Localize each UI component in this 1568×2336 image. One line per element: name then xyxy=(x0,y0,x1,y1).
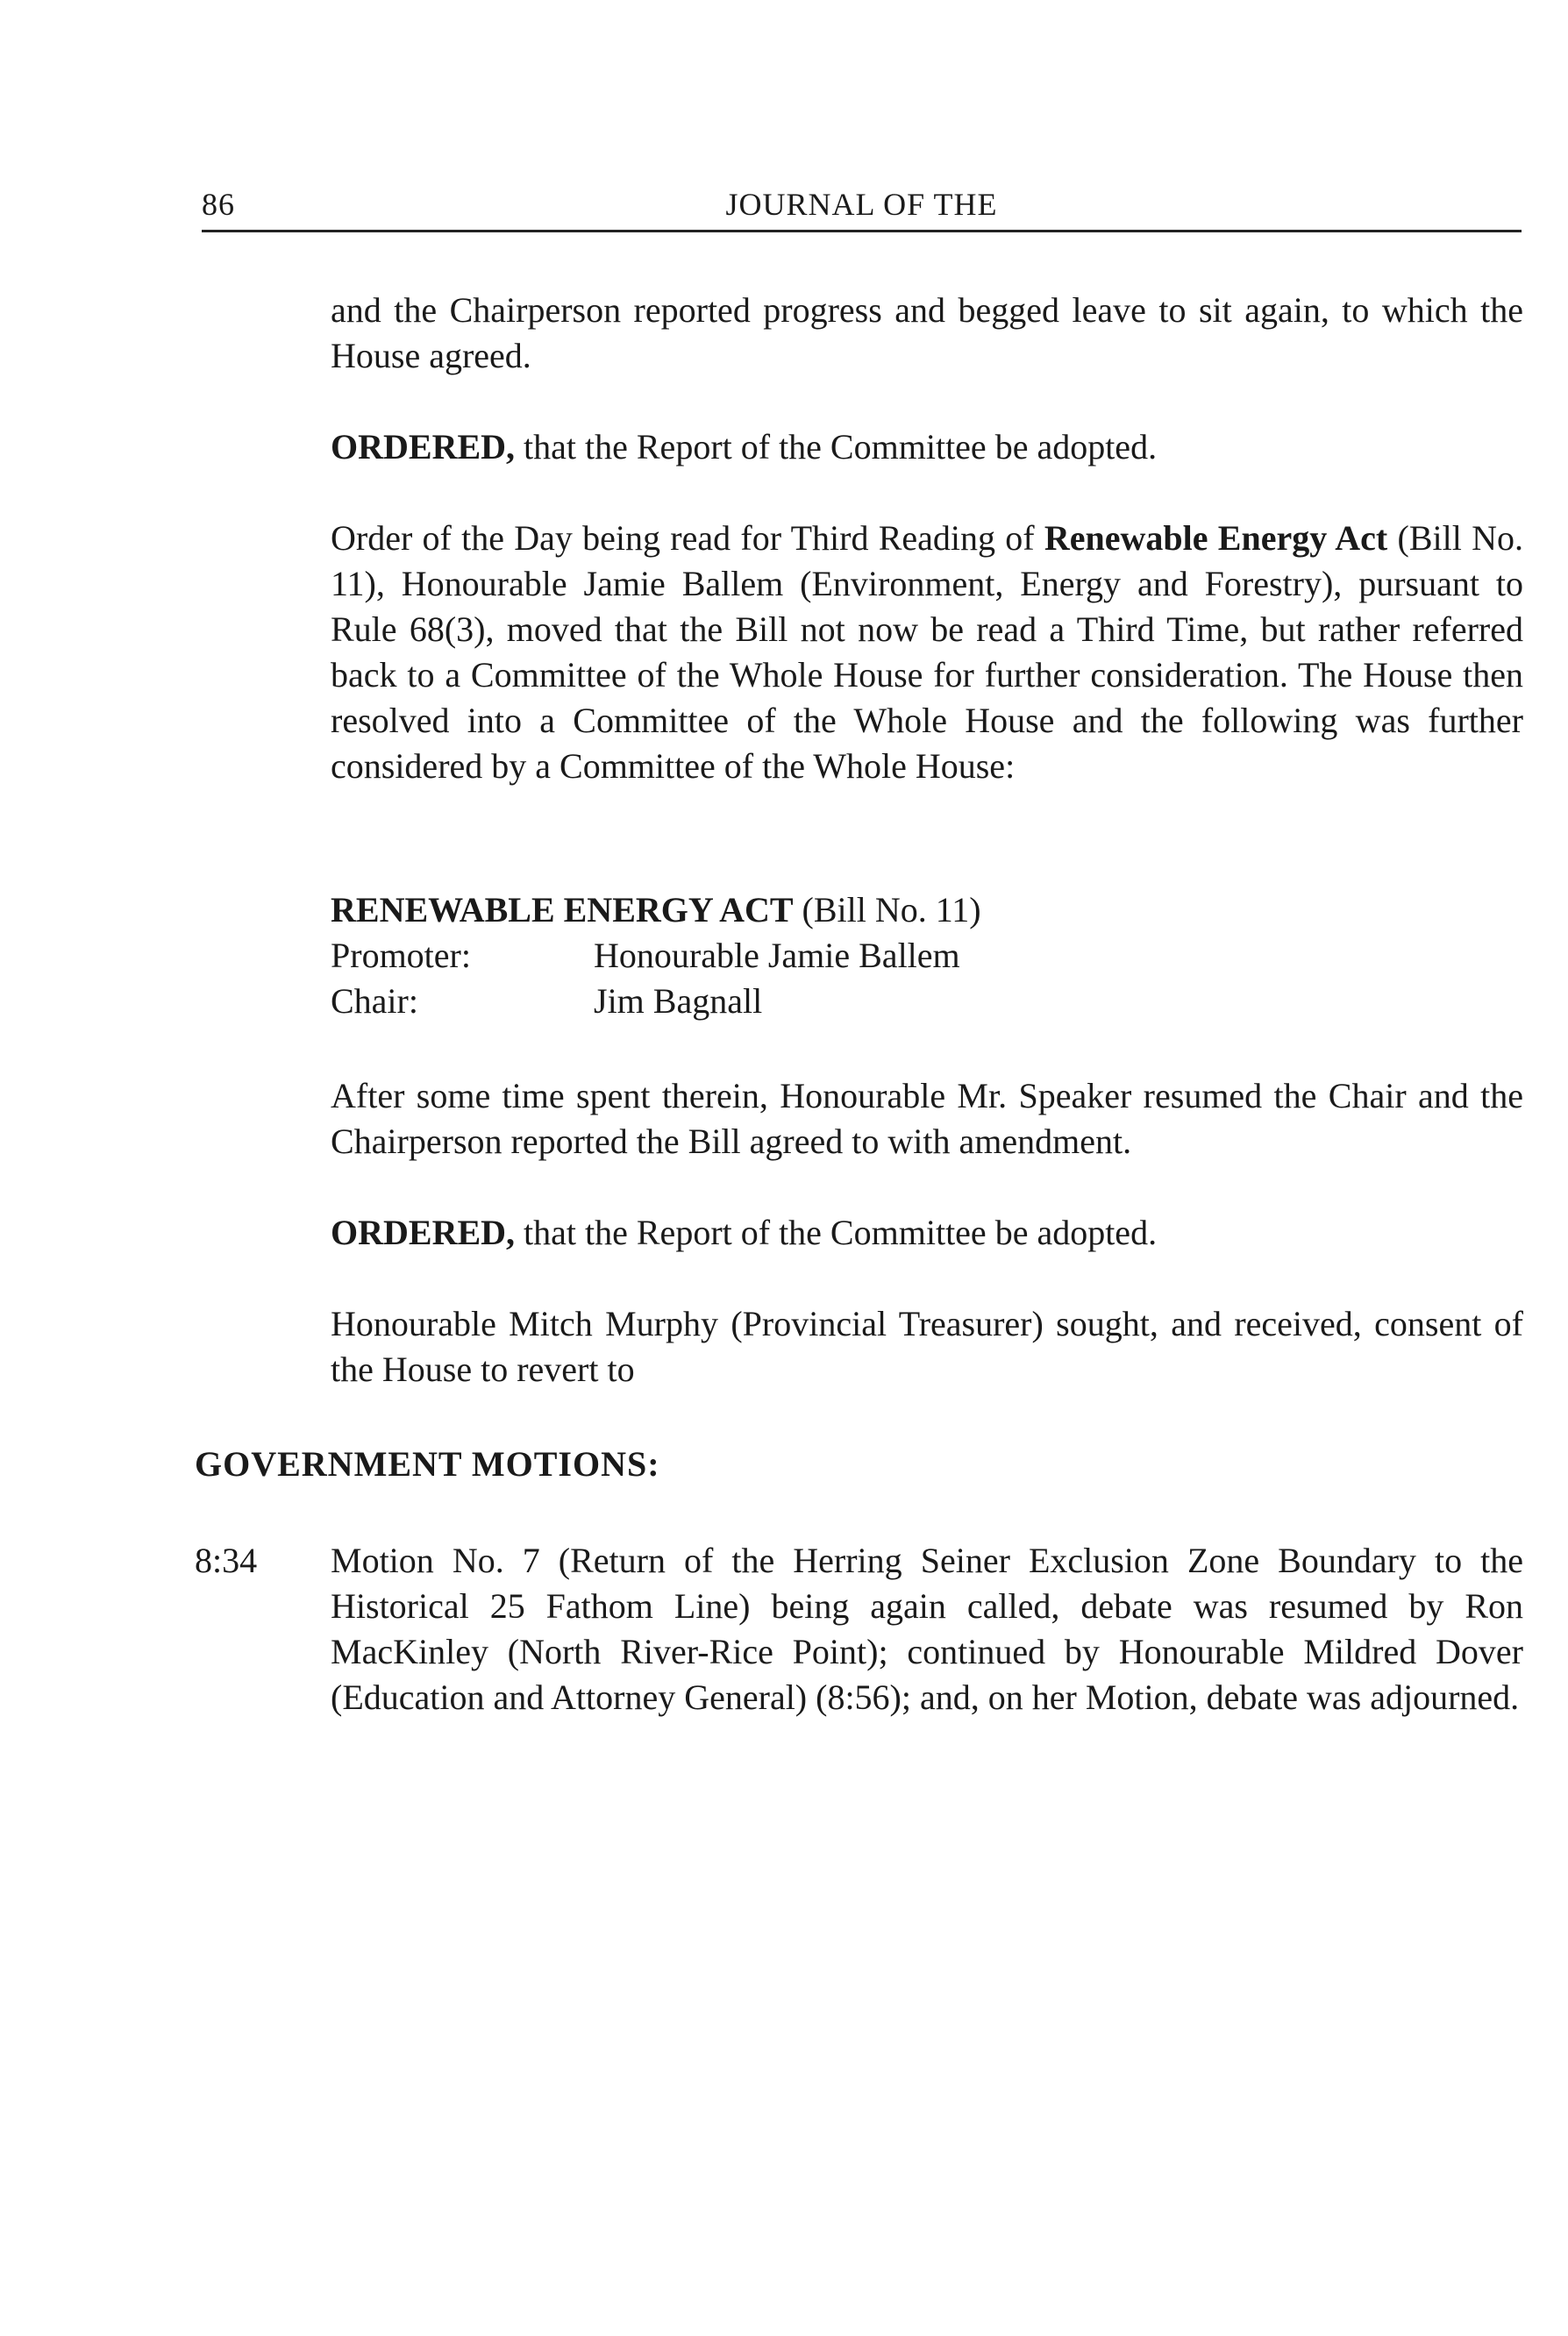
paragraph-ordered-2 xyxy=(331,1210,1523,1256)
ordered-label: ORDERED, xyxy=(331,427,516,466)
ordered-text-2: that the Report of the Committee be adopted. xyxy=(515,1213,1158,1252)
paragraph-revert-consent: Honourable Mitch Murphy (Provincial Treasurer) sought, and received, consent of the House to revert to xyxy=(331,1304,1523,1389)
third-reading-intro: Order of the Day being read for Third Reading of xyxy=(331,518,1044,558)
motion-time: 8:34 xyxy=(195,1541,258,1580)
chair-label: Chair: xyxy=(331,981,418,1021)
paragraph-committee-progress: and the Chairperson reported progress and begged leave to sit again, to which the House agreed. xyxy=(331,290,1523,375)
paragraph-third-reading xyxy=(331,516,1523,789)
paragraph-ordered-1 xyxy=(331,424,1523,470)
ordered-text: that the Report of the Committee be adopted. xyxy=(515,427,1158,466)
header-rule xyxy=(202,230,1522,232)
bill-promoter-row xyxy=(331,933,1523,979)
ordered-label-2: ORDERED, xyxy=(331,1213,516,1252)
paragraph-speaker-resumed: After some time spent therein, Honourable Mr. Speaker resumed the Chair and the Chairperson reported the Bill agreed to with amendment. xyxy=(331,1076,1523,1161)
page-number: 86 xyxy=(202,187,235,222)
bill-name-bold: Renewable Energy Act xyxy=(1044,518,1388,558)
bill-title-bold: RENEWABLE ENERGY ACT xyxy=(331,890,794,929)
journal-title: JOURNAL OF THE xyxy=(725,187,998,222)
chair-value: Jim Bagnall xyxy=(594,981,763,1021)
bill-title xyxy=(331,887,1523,933)
promoter-value: Honourable Jamie Ballem xyxy=(594,936,960,975)
bill-chair-row xyxy=(331,979,1523,1024)
bill-number: (Bill No. 11) xyxy=(793,890,981,929)
running-header xyxy=(202,186,1522,228)
promoter-label: Promoter: xyxy=(331,936,471,975)
bill-block xyxy=(331,887,1523,1024)
motion-text: Motion No. 7 (Return of the Herring Seiner Exclusion Zone Boundary to the Historical 25 Fathom Line) being again called, debate was resumed by Ron MacKinley (North River-Rice Point); continued by Honourable Mildred Dover (Education and Attorney General) (8:56); and, on her Motion, debate was adjourned. xyxy=(331,1541,1523,1717)
third-reading-text: (Bill No. 11), Honourable Jamie Ballem (Environment, Energy and Forestry), pursuant to Rule 68(3), moved that the Bill not now be read a Third Time, but rather referred back to a Committee of the Whole House for further consideration. The House then resolved into a Committee of the Whole House and the following was further considered by a Committee of the Whole House: xyxy=(331,518,1523,786)
section-heading-government-motions: GOVERNMENT MOTIONS: xyxy=(195,1444,660,1484)
